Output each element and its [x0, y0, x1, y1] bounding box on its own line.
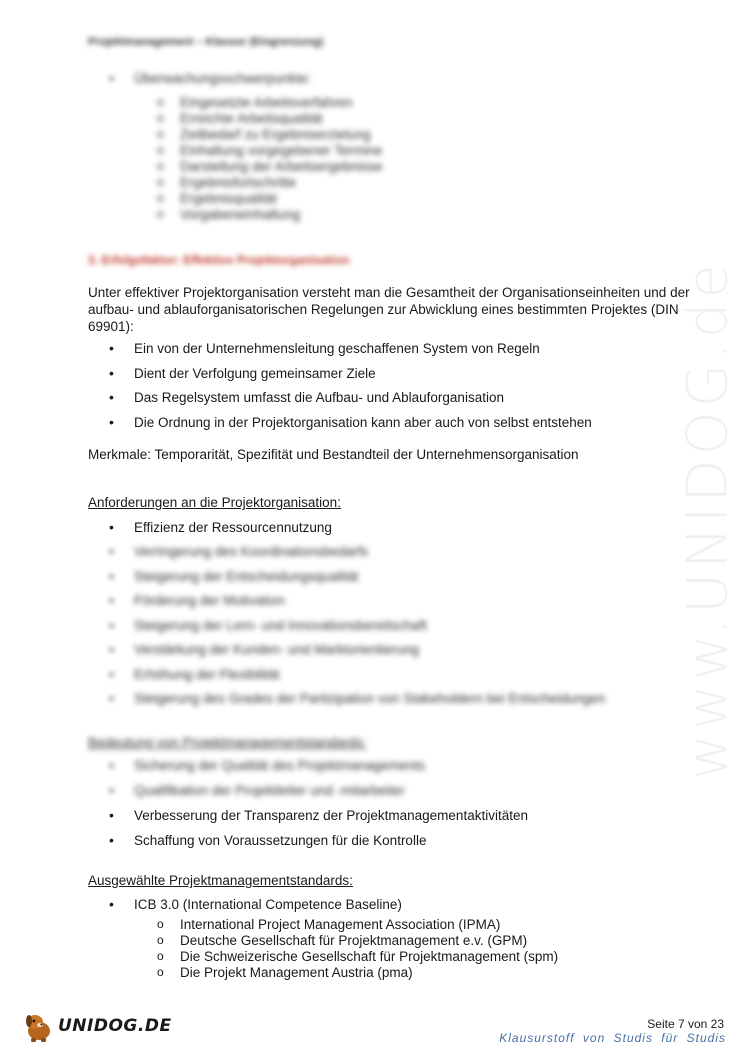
bedeutung-bullets: [88, 807, 698, 856]
list-item: o Einhaltung vorgegebener Termine: [88, 143, 698, 159]
list-item: o International Project Management Association (IPMA): [88, 917, 698, 933]
overwatch-subitems: [88, 95, 698, 223]
list-item: • Förderung der Motivation: [88, 592, 698, 609]
page-header: Projektmanagement – Klausur (Eingrenzung): [88, 36, 324, 48]
list-item: • Qualifikation der Projektleiter und -mitarbeiter: [88, 782, 698, 799]
standards-subitems: [88, 917, 698, 981]
list-item: o Zeitbedarf zu Ergebniserzielung: [88, 127, 698, 143]
list-item: o Erreichte Arbeitsqualität: [88, 111, 698, 127]
list-item: • Verstärkung der Kunden- und Marktorientierung: [88, 641, 698, 658]
list-item: • Verringerung des Koordinationsbedarfs: [88, 543, 698, 560]
standards-heading: Ausgewählte Projektmanagementstandards:: [88, 873, 353, 888]
list-item: • Steigerung des Grades der Partizipation von Stakeholdern bei Entscheidungen: [88, 690, 698, 707]
list-item: • Das Regelsystem umfasst die Aufbau- und Ablauforganisation: [88, 389, 698, 406]
dog-icon: [22, 1009, 56, 1043]
list-item: • Dient der Verfolgung gemeinsamer Ziele: [88, 365, 698, 382]
list-item: • Erhöhung der Flexibilität: [88, 666, 698, 683]
footer-tagline: Klausurstoff von Studis für Studis: [499, 1031, 726, 1045]
page-number: Seite 7 von 23: [647, 1017, 724, 1031]
overwatch-list: [88, 70, 698, 87]
list-item: o Die Schweizerische Gesellschaft für Projektmanagement (spm): [88, 949, 698, 965]
list-item: o Ergebnisqualität: [88, 191, 698, 207]
list-item: o Deutsche Gesellschaft für Projektmanagement e.v. (GPM): [88, 933, 698, 949]
list-item: o Die Projekt Management Austria (pma): [88, 965, 698, 981]
logo-text: UNIDOG.DE: [58, 1016, 172, 1036]
list-item: o Eingesetzte Arbeitsverfahren: [88, 95, 698, 111]
section-heading: 3. Erfolgsfaktor: Effektive Projektorganisation: [88, 253, 350, 267]
list-item: • Effizienz der Ressourcennutzung: [88, 519, 698, 536]
list-item: • ICB 3.0 (International Competence Baseline): [88, 896, 698, 913]
intro-paragraph: Unter effektiver Projektorganisation versteht man die Gesamtheit der Organisationseinheiten und der aufbau- und ablauforganisatorischen Regelungen zur Abwicklung eines bestimmten Projektes (DIN 69901):: [88, 285, 690, 334]
list-item: • Steigerung der Entscheidungsqualität: [88, 568, 698, 585]
list-item: • Die Ordnung in der Projektorganisation kann aber auch von selbst entstehen: [88, 414, 698, 431]
overwatch-block: [88, 70, 698, 223]
anforderungen-blurred-bullets: [88, 543, 698, 715]
bedeutung-heading: Bedeutung von Projektmanagementstandards:: [88, 735, 367, 750]
list-item: • Sicherung der Qualität des Projektmanagements: [88, 757, 698, 774]
list-item: o Darstellung der Arbeitsergebnisse: [88, 159, 698, 175]
standards-bullets: [88, 896, 698, 981]
bedeutung-blurred-bullets: [88, 757, 698, 806]
watermark: www.UNIDOG.de: [675, 260, 741, 780]
merkmale-line: Merkmale: Temporarität, Spezifität und Bestandteil der Unternehmensorganisation: [88, 447, 579, 462]
anforderungen-heading: Anforderungen an die Projektorganisation:: [88, 495, 341, 510]
list-item: • Ein von der Unternehmensleitung geschaffenen System von Regeln: [88, 340, 698, 357]
list-item: • Verbesserung der Transparenz der Projektmanagementaktivitäten: [88, 807, 698, 824]
list-item: • Schaffung von Voraussetzungen für die Kontrolle: [88, 832, 698, 849]
anforderungen-bullets: [88, 519, 698, 544]
organisation-bullets: [88, 340, 698, 438]
unidog-logo: [22, 1009, 172, 1043]
list-item: • Steigerung der Lern- und Innovationsbereitschaft: [88, 617, 698, 634]
list-item: o Vorgabeneinhaltung: [88, 207, 698, 223]
overwatch-label: • Überwachungsschwerpunkte:: [88, 70, 698, 87]
list-item: o Ergebnisfortschritte: [88, 175, 698, 191]
